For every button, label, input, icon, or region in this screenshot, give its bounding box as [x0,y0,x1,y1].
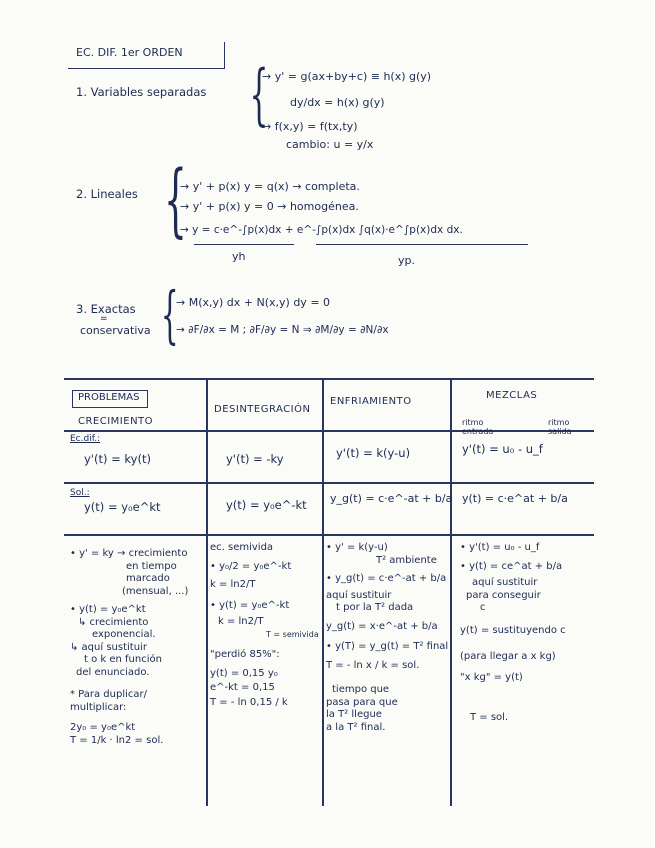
header-desintegracion: DESINTEGRACIÓN [214,404,311,415]
underline-yh [194,244,294,245]
ritmo-entrada: ritmo entrada [462,418,494,436]
s3-line1: → M(x,y) dx + N(x,y) dy = 0 [176,296,331,309]
ec-dif-enfriamiento: y'(t) = k(y-u) [336,446,411,460]
sol-label: Sol.: [70,488,90,498]
ec-dif-label: Ec.dif.: [70,434,101,444]
section2-label: 2. Lineales [76,187,138,201]
s2-yh: yh [232,250,246,263]
section3-eq: = [100,314,108,324]
sol-crecimiento: y(t) = y₀e^kt [84,500,161,514]
s2-line2: → y' + p(x) y = 0 → homogénea. [180,200,359,213]
ec-dif-crecimiento: y'(t) = ky(t) [84,452,151,466]
s2-yp: yp. [398,254,415,267]
sol-enfriamiento: y_g(t) = c·e^-at + b/a [330,492,453,505]
header-crecimiento: CRECIMIENTO [78,416,154,427]
header-mezclas: MEZCLAS [486,390,538,401]
notes-crecimiento: • y' = ky → crecimiento en tiempo marcado (mensual, ...) • y(t) = y₀e^kt ↳ crecimiento exponencial. ↳ aquí sustituir t o k en función del enunciado. * Para duplicar/ multiplicar: 2y₀ = y₀e^kt T = 1/k · ln2 = sol. [70,548,189,746]
sol-desintegracion: y(t) = y₀e^-kt [226,498,307,512]
s2-line1: → y' + p(x) y = q(x) → completa. [180,180,360,193]
notes-enfriamiento: • y' = k(y-u) T² ambiente • y_g(t) = c·e^-at + b/a aquí sustituir t por la T² dada y_g(t) = x·e^-at + b/a • y(T) = y_g(t) = T² final T = - ln x / k = sol. tiempo que pasa para que la T² llegue a la T² final. [326,542,449,733]
s1-line4: cambio: u = y/x [286,138,374,151]
s3-line2: → ∂F/∂x = M ; ∂F/∂y = N ⇒ ∂M/∂y = ∂N/∂x [176,324,389,336]
ec-dif-mezclas: y'(t) = u₀ - u_f [462,442,543,456]
brace-2: { [163,153,187,246]
section3-label2: conservativa [80,324,151,337]
s2-line3: → y = c·e^-∫p(x)dx + e^-∫p(x)dx ∫q(x)·e^∫p(x)dx dx. [180,224,463,236]
underline-yp [316,244,528,245]
header-enfriamiento: ENFRIAMIENTO [330,396,412,407]
section1-label: 1. Variables separadas [76,85,207,99]
section3-label: 3. Exactas [76,302,136,316]
problemas-label: PROBLEMAS [78,392,140,403]
brace-3: { [160,278,179,351]
notes-desintegracion: ec. semivida • y₀/2 = y₀e^-kt k = ln2/T • y(t) = y₀e^-kt k = ln2/T T = semivida "perdió 85%": y(t) = 0,15 y₀ e^-kt = 0,15 T = - ln 0,15 / k [210,542,319,708]
sol-mezclas: y(t) = c·e^at + b/a [462,492,568,505]
s1-line1: → y' = g(ax+by+c) ≡ h(x) g(y) [262,70,432,83]
ec-dif-desintegracion: y'(t) = -ky [226,452,284,466]
ritmo-salida: ritmo salida [548,418,572,436]
s1-line3: → f(x,y) = f(tx,ty) [262,120,358,133]
brace-1: { [249,56,269,133]
notes-mezclas: • y'(t) = u₀ - u_f • y(t) = ce^at + b/a aquí sustituir para conseguir c y(t) = sustituyendo c (para llegar a x kg) "x kg" = y(t) T = sol. [460,542,566,723]
page-title: EC. DIF. 1er ORDEN [76,46,183,59]
s1-line2: dy/dx = h(x) g(y) [290,96,385,109]
